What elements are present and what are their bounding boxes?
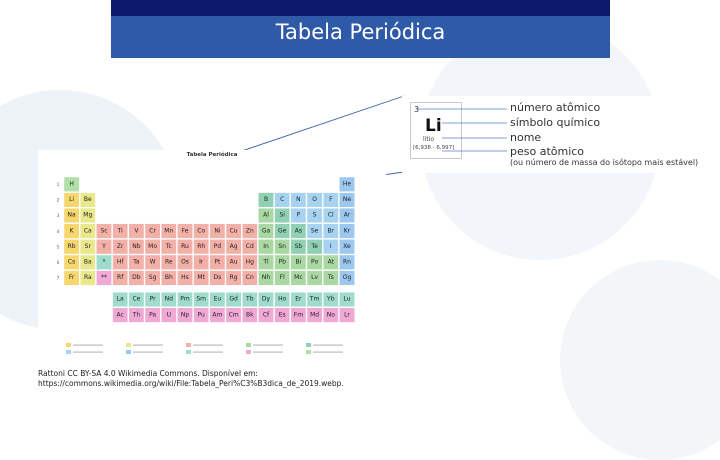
element-symbol: Mn (164, 227, 174, 235)
element-symbol: H (69, 180, 74, 188)
element-symbol: V (134, 227, 139, 235)
element-cell (113, 239, 128, 254)
element-symbol: Pt (214, 258, 221, 266)
element-symbol: Sr (84, 242, 91, 250)
element-cell (210, 255, 225, 270)
element-symbol: Mt (197, 274, 205, 282)
element-symbol: In (263, 242, 269, 250)
element-symbol: Ti (117, 227, 123, 235)
element-cell (339, 208, 354, 223)
element-cell (145, 239, 160, 254)
element-cell (275, 208, 290, 223)
element-cell (177, 271, 192, 286)
element-symbol: Be (83, 196, 92, 204)
element-symbol: B (263, 196, 269, 204)
element-symbol: Cr (149, 227, 156, 235)
element-symbol: Er (295, 295, 302, 303)
element-cell (194, 271, 209, 286)
element-symbol: Cu (229, 227, 238, 235)
element-symbol: Ta (133, 258, 140, 266)
element-symbol: Tm (309, 295, 320, 303)
actinide-cell (194, 308, 209, 323)
element-cell (129, 239, 144, 254)
element-symbol: Ne (342, 196, 352, 204)
actinide-cell (307, 308, 322, 323)
element-symbol: Cm (228, 311, 239, 319)
element-symbol: Sb (294, 242, 303, 250)
period-label: 6 (56, 260, 60, 265)
element-symbol: Pd (213, 242, 222, 250)
element-symbol: Ru (181, 242, 189, 250)
element-cell (113, 224, 128, 239)
key-label-mass: peso atômico (510, 145, 585, 158)
element-symbol: Sc (100, 227, 108, 235)
element-symbol: Xe (343, 242, 351, 250)
element-cell (323, 208, 338, 223)
element-cell (64, 208, 79, 223)
element-symbol: Gd (229, 295, 238, 303)
element-symbol: Po (311, 258, 319, 266)
element-symbol: Al (263, 211, 269, 219)
element-symbol: La (116, 295, 124, 303)
key-label-name: nome (510, 131, 542, 144)
element-symbol: W (149, 258, 156, 266)
lanthanide-cell (291, 292, 306, 307)
element-symbol: Ir (199, 258, 204, 266)
element-symbol: Ag (229, 242, 238, 250)
element-cell (80, 208, 95, 223)
element-cell (64, 224, 79, 239)
key-atomic-number: 3 (414, 105, 420, 114)
period-label: 5 (56, 244, 60, 250)
element-symbol: Rn (343, 258, 351, 266)
element-symbol: N (296, 196, 301, 204)
element-cell (291, 224, 306, 239)
element-symbol: Cl (327, 211, 334, 219)
element-cell (258, 208, 273, 223)
element-symbol: Tc (165, 242, 172, 250)
actinide-cell (210, 308, 225, 323)
legend-swatch (126, 350, 131, 354)
element-symbol: Yb (327, 295, 335, 303)
element-cell (210, 271, 225, 286)
element-symbol: Cd (245, 242, 254, 250)
legend-text-placeholder (313, 352, 343, 353)
element-symbol: Sm (196, 295, 207, 303)
element-symbol: S (312, 211, 317, 219)
element-symbol: Dy (261, 295, 271, 303)
element-cell (80, 193, 95, 208)
element-cell (291, 239, 306, 254)
element-cell (194, 224, 209, 239)
element-symbol: Au (229, 258, 238, 266)
lanthanide-cell (323, 292, 338, 307)
element-symbol: Y (102, 242, 106, 250)
legend-swatch (126, 343, 131, 347)
element-cell (129, 224, 144, 239)
legend-text-placeholder (133, 352, 163, 353)
element-cell (323, 193, 338, 208)
element-symbol: Fr (68, 274, 75, 282)
actinide-cell (339, 308, 354, 323)
element-symbol: Db (132, 274, 141, 282)
legend-text-placeholder (193, 352, 223, 353)
element-cell (242, 224, 257, 239)
element-cell (291, 271, 306, 286)
legend-swatch (186, 343, 191, 347)
image-credit: Rattoni CC BY-SA 4.0 Wikimedia Commons. Disponível em: https://commons.wikimedia.org/wiki/File:Tabela_Peri%C3%B3dica_de_2019.webp. (38, 369, 344, 388)
element-symbol: Nd (164, 295, 173, 303)
legend-text-placeholder (193, 345, 223, 346)
element-symbol: Na (67, 211, 76, 219)
element-cell (145, 224, 160, 239)
element-cell (258, 255, 273, 270)
element-symbol: Ar (343, 211, 351, 219)
element-cell (307, 193, 322, 208)
legend-swatch (246, 350, 251, 354)
element-cell (129, 255, 144, 270)
element-cell (226, 239, 241, 254)
element-cell (307, 224, 322, 239)
legend-text-placeholder (73, 345, 103, 346)
element-cell (291, 208, 306, 223)
element-symbol: At (327, 258, 334, 266)
element-symbol: Pa (149, 311, 157, 319)
element-symbol: Rf (117, 274, 124, 282)
element-cell (80, 271, 95, 286)
element-symbol: Og (342, 274, 352, 282)
legend-text-placeholder (73, 352, 103, 353)
element-symbol: Se (310, 227, 319, 235)
element-symbol: Lv (311, 274, 319, 282)
key-label-mass-note: (ou número de massa do isótopo mais estável) (510, 158, 699, 167)
element-cell (339, 224, 354, 239)
element-cell (113, 271, 128, 286)
element-cell (258, 239, 273, 254)
element-cell (226, 255, 241, 270)
element-cell (323, 255, 338, 270)
element-symbol: Np (180, 311, 190, 319)
element-symbol: Ho (278, 295, 287, 303)
element-symbol: Ni (214, 227, 221, 235)
element-symbol: Ac (116, 311, 124, 319)
element-symbol: Pu (197, 311, 205, 319)
periodic-table-figure (38, 150, 386, 358)
element-symbol: He (342, 180, 352, 188)
element-cell (64, 255, 79, 270)
element-cell (96, 271, 111, 286)
element-cell (307, 239, 322, 254)
element-cell (210, 224, 225, 239)
element-symbol: Li (69, 196, 75, 204)
element-symbol: I (329, 242, 332, 250)
element-symbol: Os (181, 258, 189, 266)
element-symbol: As (294, 227, 303, 235)
element-symbol: Hs (181, 274, 189, 282)
element-symbol: Ra (83, 274, 92, 282)
element-cell (64, 239, 79, 254)
element-symbol: Nb (132, 242, 141, 250)
element-cell (194, 239, 209, 254)
element-symbol: Bi (295, 258, 302, 266)
element-key-zoom (402, 96, 699, 173)
key-symbol: Li (425, 116, 442, 136)
lanthanide-cell (129, 292, 144, 307)
element-symbol: F (329, 196, 333, 204)
element-cell (64, 271, 79, 286)
actinide-cell (161, 308, 176, 323)
lanthanide-cell (210, 292, 225, 307)
element-symbol: Fl (279, 274, 285, 282)
element-symbol: Cn (245, 274, 254, 282)
element-cell (307, 255, 322, 270)
lanthanide-cell (194, 292, 209, 307)
element-symbol: Cs (67, 258, 76, 266)
element-symbol: Ca (83, 227, 92, 235)
element-symbol: Tl (263, 258, 269, 266)
lanthanide-cell (307, 292, 322, 307)
key-label-number: número atômico (510, 101, 601, 114)
element-cell (275, 193, 290, 208)
element-symbol: P (296, 211, 301, 219)
element-cell (226, 271, 241, 286)
lanthanide-cell (226, 292, 241, 307)
element-symbol: Kr (343, 227, 351, 235)
element-cell (80, 224, 95, 239)
element-symbol: Pr (149, 295, 156, 303)
element-symbol: Cf (262, 311, 270, 319)
element-symbol: Rg (229, 274, 238, 282)
element-symbol: Ba (83, 258, 92, 266)
element-symbol: K (69, 227, 74, 235)
element-symbol: Bh (164, 274, 173, 282)
element-symbol: Rb (67, 242, 76, 250)
lanthanide-cell (275, 292, 290, 307)
actinide-cell (226, 308, 241, 323)
lanthanide-cell (339, 292, 354, 307)
element-symbol: Ga (261, 227, 271, 235)
element-symbol: Lr (344, 311, 350, 319)
element-symbol: Mg (83, 211, 93, 219)
element-symbol: U (166, 311, 172, 319)
actinide-cell (258, 308, 273, 323)
key-name: lítio (423, 136, 435, 143)
key-mass: [6,938 - 6,997] (413, 145, 455, 151)
element-cell (129, 271, 144, 286)
actinide-cell (291, 308, 306, 323)
lanthanide-cell (258, 292, 273, 307)
period-label: 4 (56, 228, 60, 234)
legend-swatch (186, 350, 191, 354)
period-label: 3 (56, 213, 60, 219)
element-symbol: No (326, 311, 335, 319)
period-label: 2 (56, 197, 60, 203)
element-symbol: Br (327, 227, 335, 235)
element-symbol: Rh (197, 242, 206, 250)
element-cell (242, 255, 257, 270)
element-cell (226, 224, 241, 239)
element-cell (339, 177, 354, 192)
element-cell (291, 193, 306, 208)
element-symbol: Ts (327, 274, 334, 282)
element-symbol: Tb (246, 295, 254, 303)
periodic-table-image (38, 150, 386, 358)
legend-swatch (306, 350, 311, 354)
element-cell (323, 224, 338, 239)
element-cell (258, 193, 273, 208)
legend-swatch (66, 350, 71, 354)
actinide-cell (275, 308, 290, 323)
element-cell (275, 255, 290, 270)
element-symbol: Lu (343, 295, 351, 303)
element-symbol: Ds (213, 274, 222, 282)
legend-text-placeholder (313, 345, 343, 346)
element-symbol: Zr (116, 242, 124, 250)
legend-text-placeholder (253, 345, 283, 346)
element-cell (177, 239, 192, 254)
lanthanide-cell (113, 292, 128, 307)
element-cell (258, 224, 273, 239)
element-symbol: * (102, 258, 106, 266)
actinide-cell (145, 308, 160, 323)
element-cell (161, 224, 176, 239)
element-cell (339, 271, 354, 286)
element-cell (275, 271, 290, 286)
element-cell (242, 271, 257, 286)
element-symbol: Eu (213, 295, 222, 303)
element-symbol: Fm (293, 311, 304, 319)
element-symbol: ** (101, 274, 107, 282)
element-symbol: Bk (246, 311, 254, 319)
element-cell (145, 271, 160, 286)
element-symbol: Zn (245, 227, 254, 235)
lanthanide-cell (145, 292, 160, 307)
element-cell (177, 224, 192, 239)
legend-swatch (66, 343, 71, 347)
element-symbol: Hf (116, 258, 124, 266)
actinide-cell (242, 308, 257, 323)
legend-text-placeholder (133, 345, 163, 346)
element-cell (339, 193, 354, 208)
element-cell (161, 255, 176, 270)
element-symbol: Pb (278, 258, 286, 266)
element-cell (307, 271, 322, 286)
element-cell (177, 255, 192, 270)
periodic-table-title: Tabela Periódica (186, 152, 238, 158)
element-symbol: Md (310, 311, 320, 319)
element-symbol: Te (311, 242, 318, 250)
element-symbol: Sn (278, 242, 287, 250)
element-symbol: Ge (278, 227, 287, 235)
element-cell (258, 271, 273, 286)
element-symbol: Pm (180, 295, 190, 303)
element-cell (96, 224, 111, 239)
element-symbol: Si (279, 211, 285, 219)
element-symbol: O (312, 196, 317, 204)
lanthanide-cell (242, 292, 257, 307)
legend-swatch (246, 343, 251, 347)
element-cell (96, 255, 111, 270)
element-cell (307, 208, 322, 223)
actinide-cell (177, 308, 192, 323)
element-symbol: Th (132, 311, 141, 319)
element-cell (242, 239, 257, 254)
element-cell (323, 271, 338, 286)
element-cell (291, 255, 306, 270)
key-label-symbol: símbolo químico (510, 116, 601, 129)
lanthanide-cell (161, 292, 176, 307)
element-symbol: Fe (181, 227, 189, 235)
element-cell (339, 239, 354, 254)
actinide-cell (129, 308, 144, 323)
slide-title: Tabela Periódica (275, 20, 446, 44)
actinide-cell (113, 308, 128, 323)
legend-swatch (306, 343, 311, 347)
period-label: 7 (56, 275, 60, 281)
element-symbol: Am (212, 311, 223, 319)
element-cell (323, 239, 338, 254)
element-symbol: Mo (148, 242, 158, 250)
element-cell (210, 239, 225, 254)
element-cell (275, 239, 290, 254)
element-cell (339, 255, 354, 270)
element-cell (194, 255, 209, 270)
element-cell (64, 177, 79, 192)
legend-text-placeholder (253, 352, 283, 353)
element-symbol: C (280, 196, 285, 204)
element-cell (161, 271, 176, 286)
element-cell (161, 239, 176, 254)
element-cell (64, 193, 79, 208)
actinide-cell (323, 308, 338, 323)
element-symbol: Co (197, 227, 206, 235)
element-symbol: Es (278, 311, 286, 319)
element-cell (80, 255, 95, 270)
element-cell (113, 255, 128, 270)
element-symbol: Re (165, 258, 173, 266)
element-symbol: Sg (148, 274, 157, 282)
element-symbol: Hg (245, 258, 254, 266)
element-cell (96, 239, 111, 254)
element-symbol: Ce (132, 295, 141, 303)
lanthanide-cell (177, 292, 192, 307)
element-cell (275, 224, 290, 239)
element-symbol: Mc (294, 274, 303, 282)
element-symbol: Nh (261, 274, 271, 282)
element-cell (145, 255, 160, 270)
period-label: 1 (56, 182, 60, 187)
element-cell (80, 239, 95, 254)
